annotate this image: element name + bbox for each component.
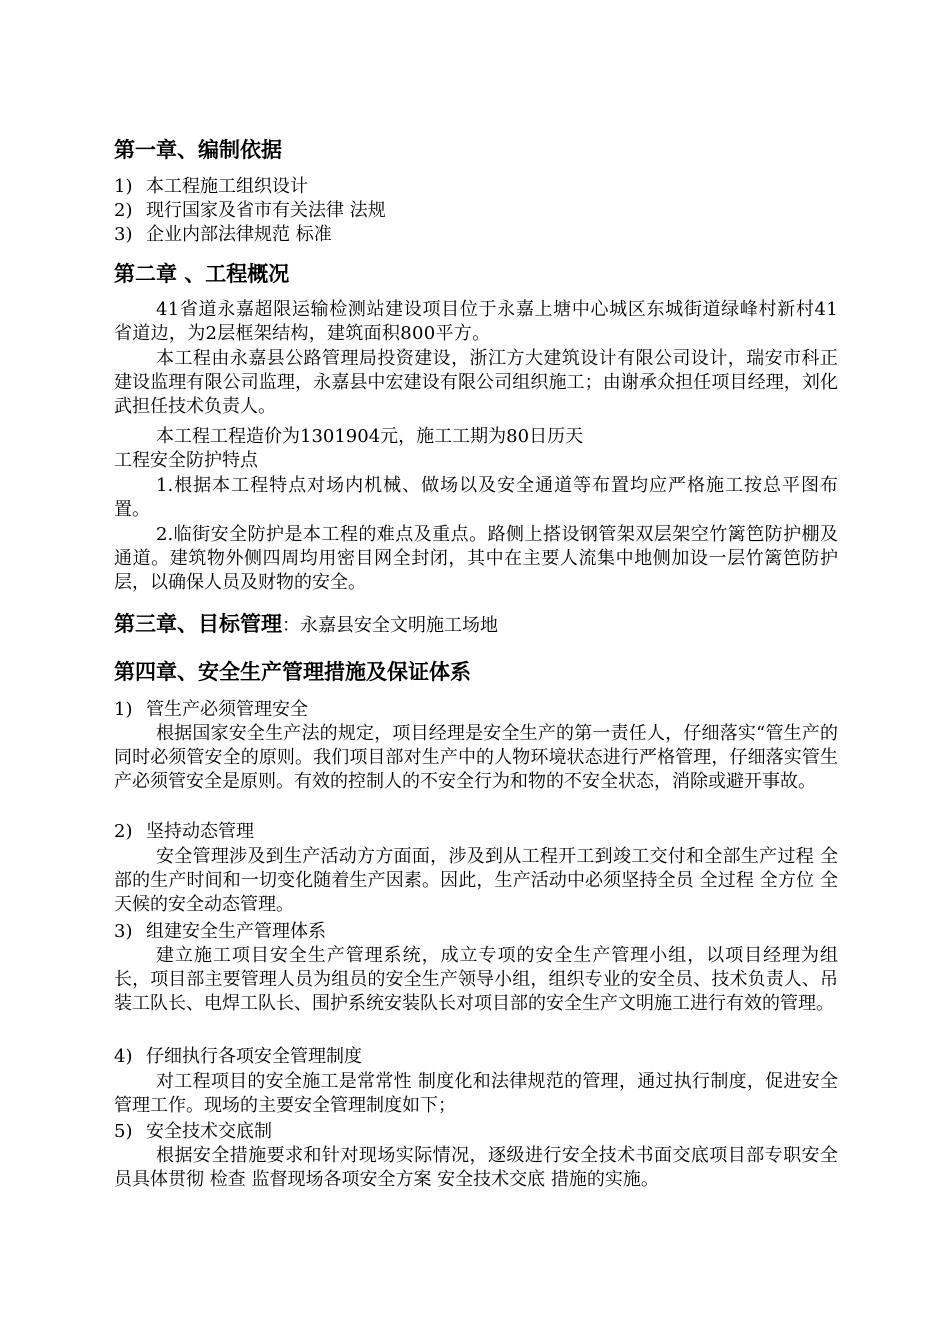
- item-text: 坚持动态管理: [146, 821, 254, 842]
- item-number: 5): [114, 1121, 133, 1142]
- section-4-body: 对工程项目的安全施工是常常性 制度化和法律规范的管理，通过执行制度，促进安全管理工作。现场的主要安全管理制度如下；: [114, 1071, 838, 1117]
- item-number: 3): [114, 921, 133, 942]
- section-1-body: 根据国家安全生产法的规定，项目经理是安全生产的第一责任人，仔细落实“管生产的同时必须管安全的原则。我们项目部对生产中的人物环境状态进行严格管理，仔细落实管生产必须管安全是原则。有效的控制人的不安全行为和物的不安全状态，消除或避开事故。: [114, 723, 838, 793]
- section-5-body: 根据安全措施要求和针对现场实际情况，逐级进行安全技术书面交底项目部专职安全员具体贯彻 检查 监督现场各项安全方案 安全技术交底 措施的实施。: [114, 1145, 838, 1191]
- chapter-3-subtitle: 永嘉县安全文明施工场地: [300, 615, 498, 636]
- item-text: 企业内部法律规范 标准: [146, 224, 332, 245]
- chapter-3-title: [114, 611, 498, 639]
- chapter-2-paragraph-5: 1.根据本工程特点对场内机械、做场以及安全通道等布置均应严格施工按总平图布置。: [114, 475, 838, 521]
- chapter-1-item-1: [114, 175, 308, 199]
- chapter-2-title: 第二章 、工程概况: [114, 262, 290, 286]
- item-text: 仔细执行各项安全管理制度: [146, 1046, 362, 1067]
- chapter-1-title: 第一章、编制依据: [114, 138, 282, 162]
- item-number: 2): [114, 200, 133, 221]
- chapter-2-paragraph-6: 2.临街安全防护是本工程的难点及重点。路侧上搭设钢管架双层架空竹篱笆防护棚及通道。建筑物外侧四周均用密目网全封闭，其中在主要人流集中地侧加设一层竹篱笆防护层，以确保人员及财物的安全。: [114, 524, 838, 594]
- section-4-heading: [114, 1045, 362, 1069]
- item-number: 3): [114, 224, 133, 245]
- item-text: 现行国家及省市有关法律 法规: [146, 200, 386, 221]
- chapter-2-paragraph-1: 41省道永嘉超限运输检测站建设项目位于永嘉上塘中心城区东城街道绿峰村新村41省道边，为2层框架结构，建筑面积800平方。: [114, 299, 838, 345]
- chapter-2-paragraph-2: 本工程由永嘉县公路管理局投资建设，浙江方大建筑设计有限公司设计，瑞安市科正建设监理有限公司监理，永嘉县中宏建设有限公司组织施工；由谢承众担任项目经理，刘化武担任技术负责人。: [114, 348, 838, 418]
- item-text: 安全技术交底制: [146, 1121, 272, 1142]
- section-1-heading: [114, 698, 308, 722]
- item-text: 本工程施工组织设计: [146, 176, 308, 197]
- item-number: 1): [114, 176, 133, 197]
- section-5-heading: [114, 1120, 272, 1144]
- section-2-heading: [114, 820, 254, 844]
- chapter-1-item-2: [114, 199, 386, 223]
- chapter-2-paragraph-4: 工程安全防护特点: [114, 450, 258, 471]
- chapter-3-separator: ：: [282, 615, 300, 636]
- section-3-body: 建立施工项目安全生产管理系统，成立专项的安全生产管理小组，以项目经理为组长，项目部主要管理人员为组员的安全生产领导小组，组织专业的安全员、技术负责人、吊装工队长、电焊工队长、围护系统安装队长对项目部的安全生产文明施工进行有效的管理。: [114, 945, 838, 1015]
- section-3-heading: [114, 920, 326, 944]
- item-number: 4): [114, 1046, 133, 1067]
- item-text: 组建安全生产管理体系: [146, 921, 326, 942]
- chapter-4-title: 第四章、安全生产管理措施及保证体系: [114, 660, 471, 684]
- chapter-1-item-3: [114, 223, 332, 247]
- chapter-3-title-text: 第三章、目标管理: [114, 612, 282, 636]
- item-text: 管生产必须管理安全: [146, 699, 308, 720]
- section-2-body: 安全管理涉及到生产活动方方面面，涉及到从工程开工到竣工交付和全部生产过程 全部的生产时间和一切变化随着生产因素。因此，生产活动中必须坚持全员 全过程 全方位 全天候的安全动态管理。: [114, 846, 838, 916]
- item-number: 2): [114, 821, 133, 842]
- chapter-2-paragraph-3: 本工程工程造价为1301904元，施工工期为80日历天: [156, 426, 584, 447]
- item-number: 1): [114, 699, 133, 720]
